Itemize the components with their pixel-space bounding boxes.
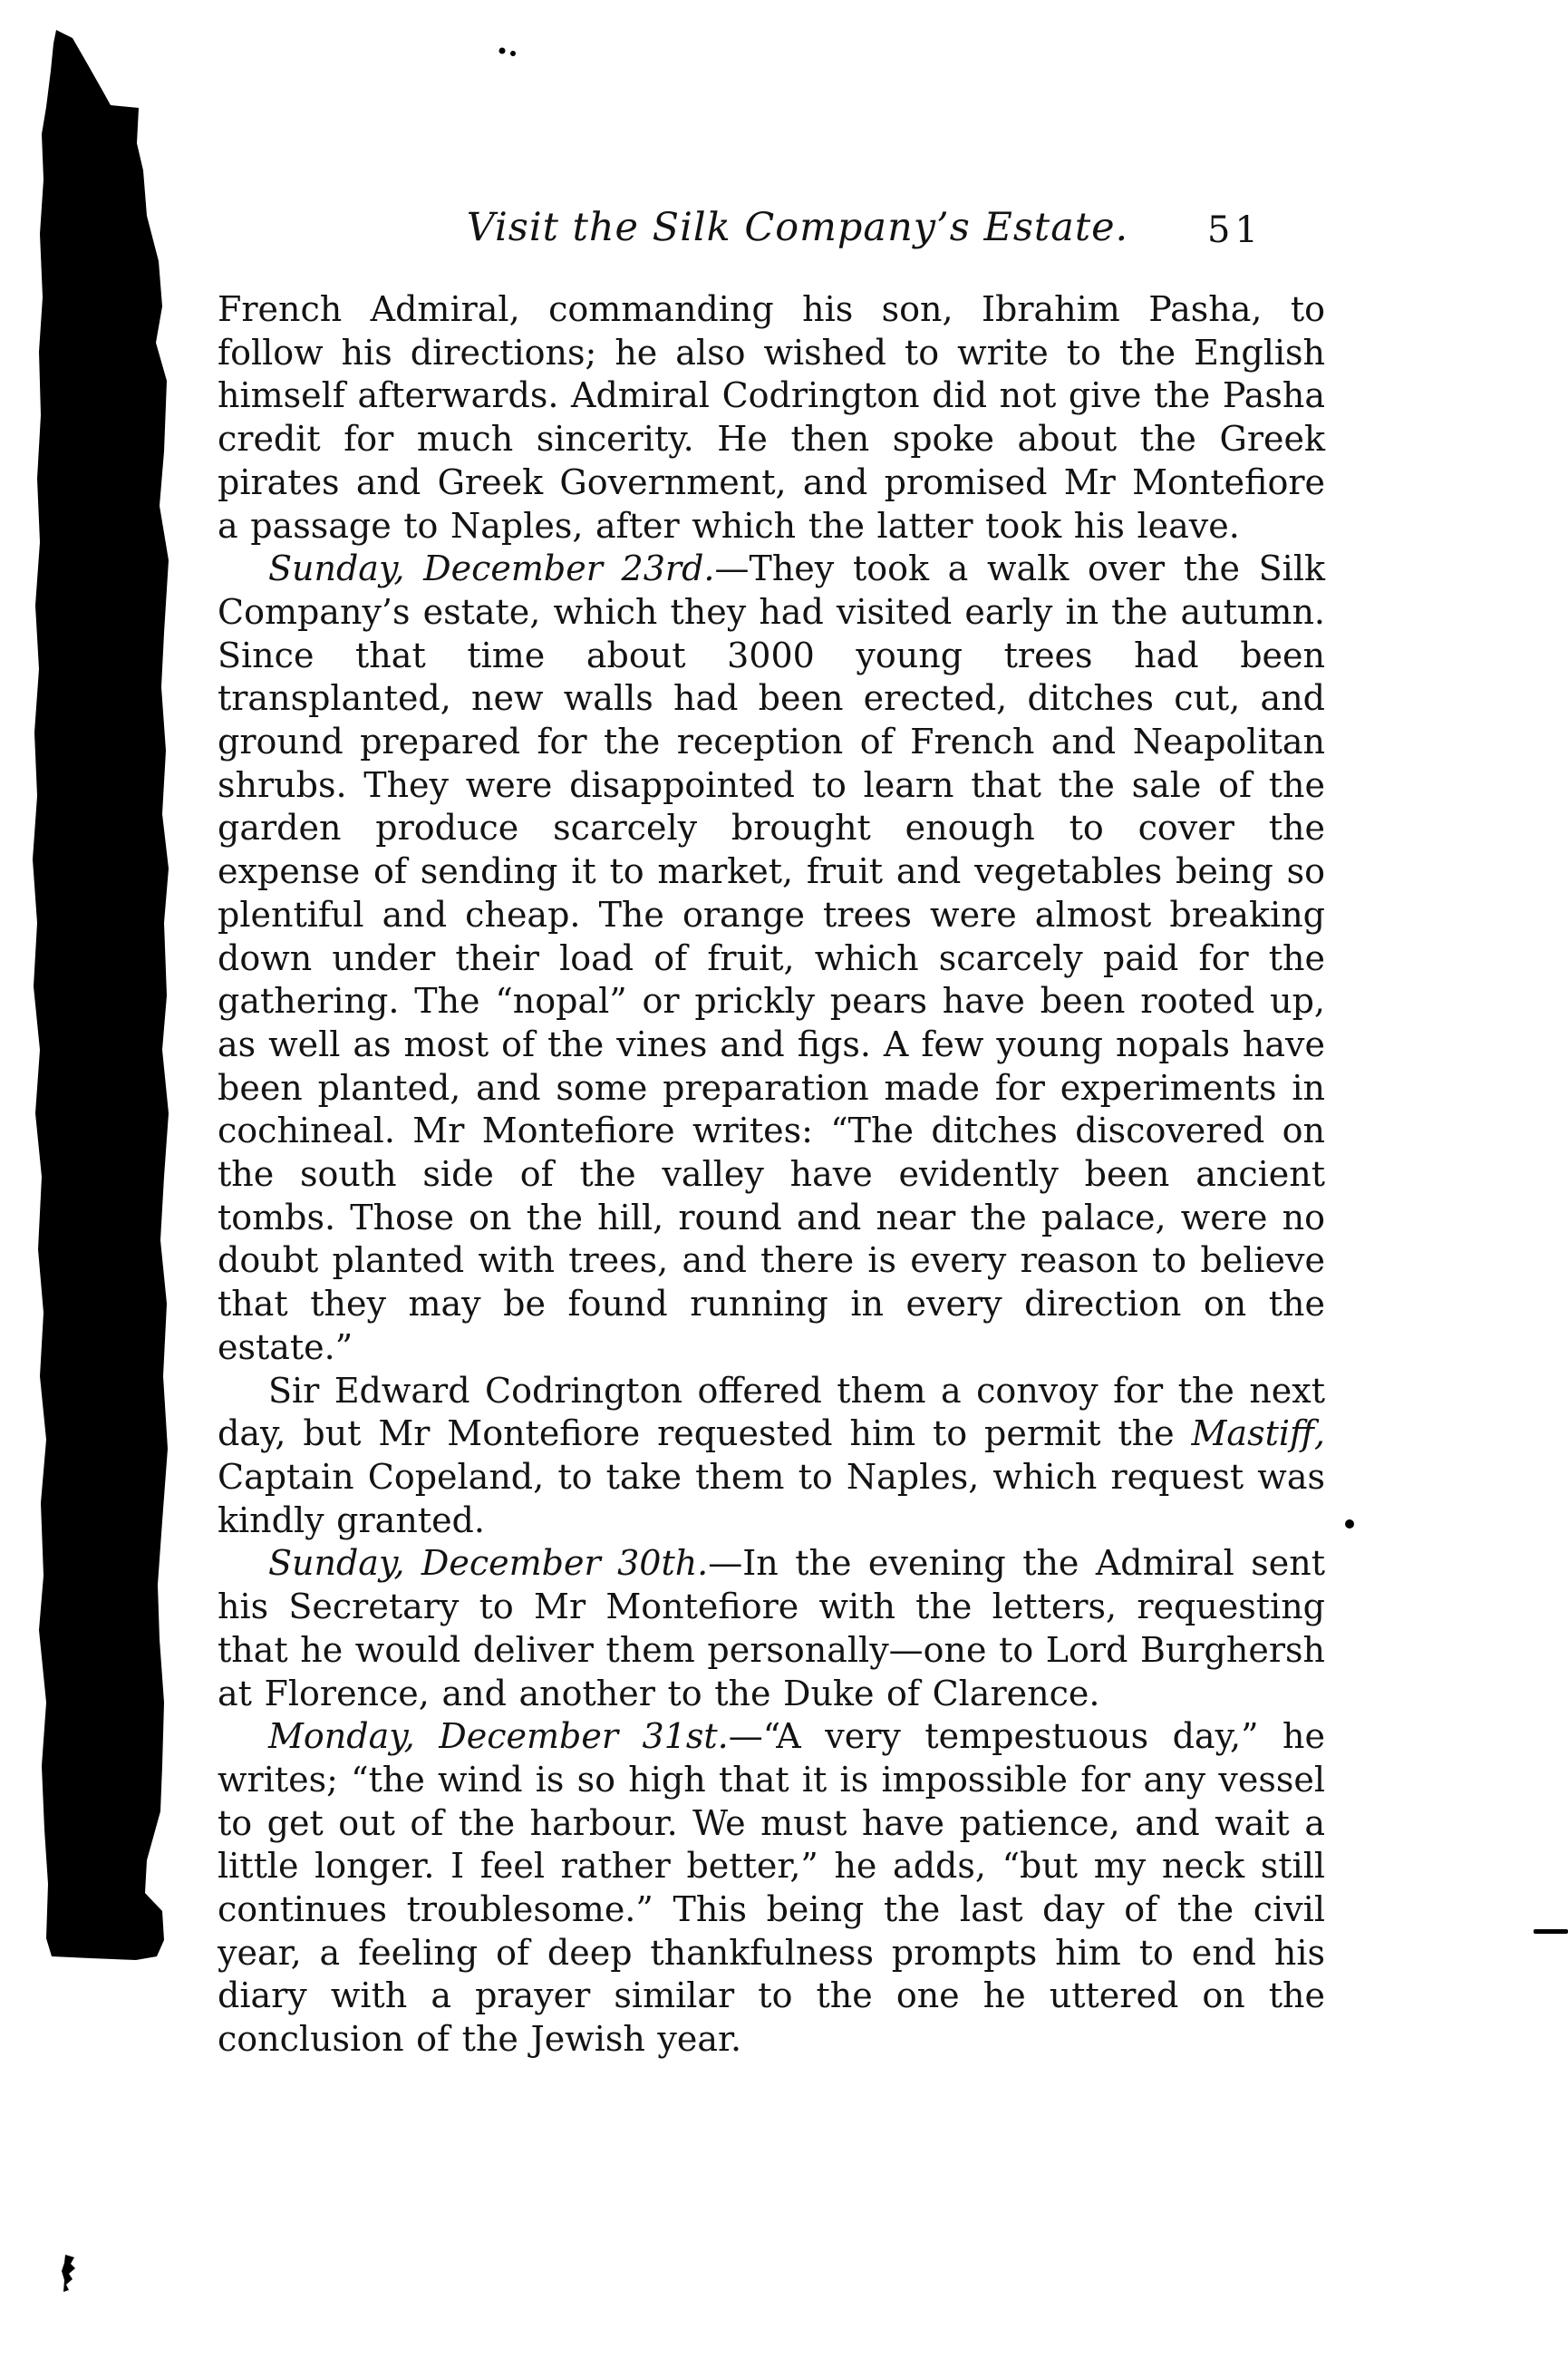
paragraph — [218, 1370, 1325, 1543]
paragraph — [218, 288, 1325, 548]
paragraph — [218, 1715, 1325, 2062]
page-body — [218, 288, 1325, 2062]
gutter-shadow-artifact — [33, 30, 169, 1960]
margin-mark-artifact — [62, 2255, 75, 2292]
paragraph — [218, 1542, 1325, 1715]
text-run: Captain Copeland, to take them to Naples, which request was kindly granted. — [218, 1456, 1325, 1540]
edge-dash-artifact — [1534, 1929, 1568, 1934]
page-title: Visit the Silk Company’s Estate. — [466, 205, 1129, 250]
ink-speck-top-artifact — [510, 51, 516, 56]
text-run: French Admiral, commanding his son, Ibrahim Pasha, to follow his directions; he also wished to write to the English himself afterwards. Admiral Codrington did not give the Pasha credit for much sincerity. He then spoke about the Greek pirates and Greek Government, and promised Mr Montefiore a passage to Naples, after which the latter took his leave. — [218, 289, 1325, 546]
text-run: Sir Edward Codrington offered them a convoy for the next day, but Mr Montefiore requested him to permit the — [218, 1370, 1325, 1454]
paragraph — [218, 548, 1325, 1369]
text-run: —They took a walk over the Silk Company’s estate, which they had visited early in the autumn. Since that time about 3000 young trees had been transplanted, new walls had been erected, ditches cut, and ground prepared for the reception of French and Neapolitan shrubs. They were disappointed to learn that the sale of the garden produce scarcely brought enough to cover the expense of sending it to market, fruit and vegetables being so plentiful and cheap. The orange trees were almost breaking down under their load of fruit, which scarcely paid for the gathering. The “nopal” or prickly pears have been rooted up, as well as most of the vines and figs. A few young nopals have been planted, and some preparation made for experiments in cochineal. Mr Montefiore writes: “The ditches discovered on the south side of the valley have evidently been ancient tombs. Those on the hill, round and near the palace, were no doubt planted with trees, and there is every reason to believe that they may be found running in every direction on the estate.” — [218, 548, 1325, 1367]
text-run: —“A very tempestuous day,” he writes; “the wind is so high that it is impossible for any vessel to get out of the harbour. We must have patience, and wait a little longer. I feel rather better,” he adds, “but my neck still continues troublesome.” This being the last day of the civil year, a feeling of deep thankfulness prompts him to end his diary with a prayer similar to the one he uttered on the conclusion of the Jewish year. — [218, 1716, 1326, 2060]
page-number: 51 — [1207, 209, 1263, 251]
text-run: Monday, December 31st. — [268, 1716, 729, 1757]
text-run: Mastiff, — [1191, 1413, 1325, 1454]
ink-speck-top-artifact — [499, 48, 506, 54]
ink-dot-artifact — [1345, 1519, 1354, 1529]
text-run: Sunday, December 23rd. — [268, 548, 715, 589]
text-run: Sunday, December 30th. — [268, 1543, 709, 1584]
text-run: —In the evening the Admiral sent his Secretary to Mr Montefiore with the letters, requesting that he would deliver them personally—one to Lord Burghersh at Florence, and another to the Duke of Clarence. — [218, 1543, 1325, 1713]
